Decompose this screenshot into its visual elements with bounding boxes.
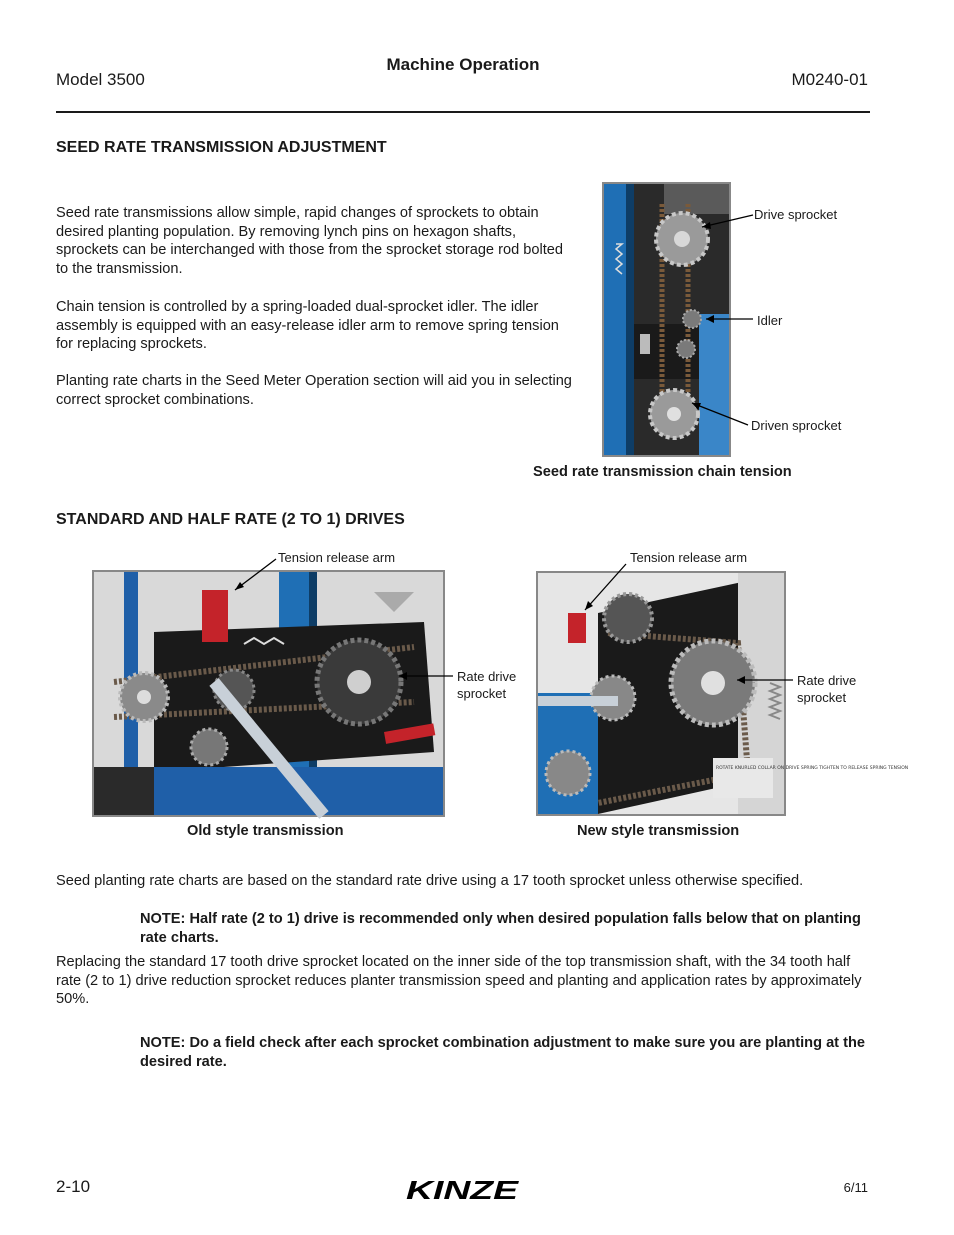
callout-drive-sprocket: Drive sprocket <box>754 207 838 222</box>
caption-new-style: New style transmission <box>577 823 740 839</box>
old-transmission-illustration <box>94 572 443 815</box>
callout-driven-sprocket: Driven sprocket <box>751 418 842 433</box>
paragraph-planting-charts: Planting rate charts in the Seed Meter Operation section will aid you in selecting correct sprocket combinations. <box>56 373 572 408</box>
callout-old-tension-arm: Tension release arm <box>278 550 396 565</box>
paragraph-rate-charts-basis: Seed planting rate charts are based on the standard rate drive using a 17 tooth sprocket unless otherwise specified. <box>56 873 804 889</box>
kinze-logo <box>404 1177 524 1210</box>
callout-idler: Idler <box>757 313 783 328</box>
decal-text: ROTATE KNURLED COLLAR ON DRIVE SPRING TIGHTEN TO RELEASE SPRING TENSION <box>716 766 909 771</box>
new-rate-callout-line <box>733 672 795 688</box>
section-heading-half-rate-drives: STANDARD AND HALF RATE (2 TO 1) DRIVES <box>56 511 405 528</box>
caption-old-style: Old style transmission <box>187 823 344 839</box>
callout-new-rate-drive <box>797 672 856 706</box>
callout-new-rate-line1: Rate drive <box>797 673 857 688</box>
paragraph-seed-rate-intro: Seed rate transmissions allow simple, rapid changes of sprockets to obtain desired planting population. By removing lynch pins on hexagon shafts, sprockets can be interchanged with those from the sprocket storage rod bolted to the transmission. <box>56 205 564 277</box>
callout-old-rate-drive <box>457 668 516 702</box>
new-arm-callout-line <box>580 560 630 615</box>
footer-page-number: 2-10 <box>56 1177 91 1196</box>
footer-date: 6/11 <box>843 1180 868 1195</box>
paragraph-replacing-sprocket: Replacing the standard 17 tooth drive sprocket located on the inner side of the top transmission shaft, with the 34 tooth half rate (2 to 1) drive reduction sprocket reduces planter transmission speed and planting and application rates by approximately 50%. <box>56 954 862 1008</box>
kinze-logo-mark <box>404 1177 524 1205</box>
callout-new-tension-arm: Tension release arm <box>630 550 748 565</box>
header-divider <box>56 111 870 113</box>
callout-old-rate-line1: Rate drive <box>457 669 517 684</box>
callout-new-rate-line2: sprocket <box>797 690 847 705</box>
svg-text:KINZE: KINZE <box>406 1175 519 1205</box>
note-field-check: NOTE: Do a field check after each sprocket combination adjustment to make sure you are planting at the desired rate. <box>140 1035 865 1070</box>
header-model: Model 3500 <box>56 70 145 89</box>
callout-old-rate-line2: sprocket <box>457 686 507 701</box>
caption-chain-tension: Seed rate transmission chain tension <box>533 464 792 480</box>
photo-old-style-transmission <box>92 570 445 817</box>
header-section-title: Machine Operation <box>386 55 540 74</box>
old-arm-callout-line <box>230 555 280 595</box>
old-rate-callout-line <box>395 668 455 684</box>
header-doc-number: M0240-01 <box>791 70 868 89</box>
note-half-rate: NOTE: Half rate (2 to 1) drive is recommended only when desired population falls below that on planting rate charts. <box>140 911 861 946</box>
paragraph-chain-tension: Chain tension is controlled by a spring-loaded dual-sprocket idler. The idler assembly is equipped with an easy-release idler arm to remove spring tension for replacing sprockets. <box>56 299 559 353</box>
section-heading-seed-rate: SEED RATE TRANSMISSION ADJUSTMENT <box>56 139 387 156</box>
